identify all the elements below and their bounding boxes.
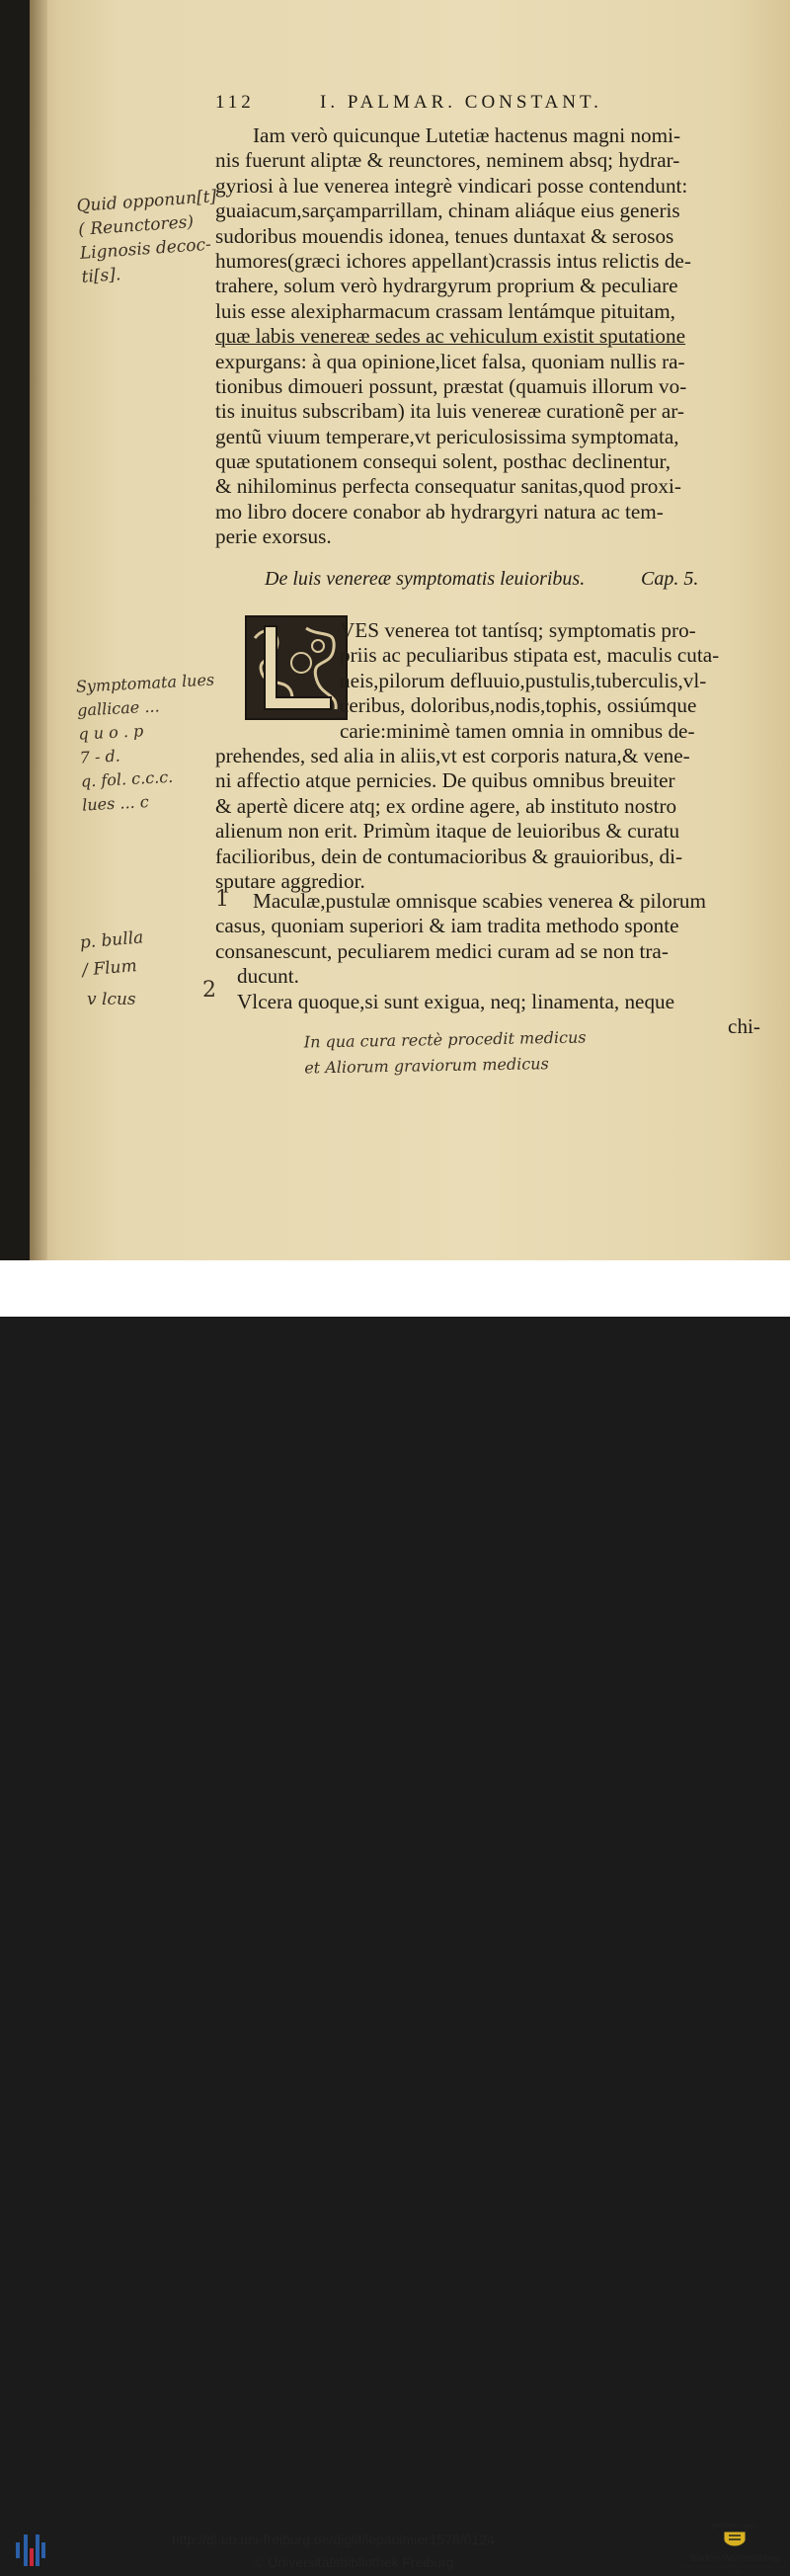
text-line: mo libro docere conabor ab hydrargyri natura ac tem- (215, 499, 664, 523)
text-line: ni affectio atque pernicies. De quibus omnibus breuiter (215, 768, 675, 793)
marginal-note-1 (76, 185, 222, 289)
sponsor-logo (681, 2523, 788, 2576)
text-line: humores(græci ichores appellant)crassis intus relictis de- (215, 248, 691, 273)
chapter-number: Cap. 5. (641, 568, 699, 590)
text-line: alienum non erit. Primùm itaque de leuioribus & curatu (215, 819, 680, 844)
footer-bar (0, 1260, 790, 2574)
margin-mark-1: 1 (215, 887, 229, 912)
text-block-2 (215, 618, 760, 894)
text-line: priis ac peculiaribus stipata est, maculis cuta- (340, 643, 720, 668)
text-line: sudoribus mouendis idonea, tenues duntaxat & serosos (215, 223, 674, 248)
marginal-note-3 (79, 924, 147, 984)
sponsor-small-text: gefördert durch (711, 2523, 758, 2530)
marginal-line: Symptomata lues (75, 670, 215, 696)
text-line: gentũ viuum temperare,vt periculosissima symptomata, (215, 424, 679, 448)
marginal-line: / Flum (81, 955, 138, 981)
text-line: tis inuitus subscribam) ita luis venereæ curationẽ per ar- (215, 399, 684, 424)
text-line: neis,pilorum defluuio,pustulis,tuberculis,vl- (340, 668, 707, 692)
text-block-3 (215, 889, 760, 1039)
text-line: consanescunt, peculiarem medici curam ad se non tra- (215, 938, 669, 963)
marginal-line: Lignosis decoc- (79, 234, 212, 264)
permalink-url[interactable]: http://dl.ub.uni-freiburg.de/diglit/lepaulmier1578/0124 (172, 2532, 495, 2547)
text-line: VES venerea tot tantísq; symptomatis pro- (340, 618, 696, 642)
marginal-line: q. fol. c.c.c. (80, 766, 174, 791)
text-line: & apertè dicere atq; ex ordine agere, ab instituto nostro (215, 793, 677, 818)
bottom-handwritten-note (304, 1025, 588, 1082)
text-line: Iam verò quicunque Lutetiæ hactenus magni nomi- (253, 123, 681, 147)
text-line: Vlcera quoque,si sunt exigua, neq; linamenta, neque (237, 989, 675, 1013)
page-gutter (30, 0, 47, 1260)
marginal-line: gallicae ... (76, 696, 161, 720)
text-line: sputare aggredior. (215, 868, 365, 893)
text-line: expurgans: à qua opinione,licet falsa, quoniam nullis ra- (215, 349, 685, 373)
text-line: guaiacum,sarçamparrillam, chinam aliáque eius generis (215, 199, 680, 223)
library-logo-icon (14, 2529, 47, 2572)
text-line-underlined: quæ labis venereæ sedes ac vehiculum existit sputatione (215, 324, 686, 349)
marginal-line: 7 - d. (79, 746, 121, 767)
chapter-title: De luis venereæ symptomatis leuioribus. (265, 568, 586, 590)
text-line: perie exorsus. (215, 524, 332, 549)
sponsor-ministry: MINISTERIUM FÜR WISSENSCHAFT, FORSCHUNG UND KUNST (682, 2564, 787, 2574)
text-line: Maculæ,pustulæ omnisque scabies venerea & pilorum (253, 889, 706, 913)
coat-of-arms-icon (720, 2530, 750, 2547)
page-number: 112 (215, 92, 255, 113)
text-line: prehendes, sed alia in aliis,vt est corporis natura,& vene- (215, 743, 690, 767)
margin-mark-2: 2 (202, 978, 216, 1003)
catchword: chi- (728, 1013, 760, 1038)
text-line: carie:minimè tamen omnia in omnibus de- (340, 718, 695, 743)
text-line: gyriosi à lue venerea integrè vindicari posse contendunt: (215, 173, 688, 198)
marginal-note-4: v lcus (87, 990, 136, 1009)
text-line: luis esse alexipharmacum crassam lentámque pituitam, (215, 298, 675, 323)
text-line: facilioribus, dein de contumacioribus & grauioribus, di- (215, 844, 683, 868)
marginal-line: Quid opponun[t] (75, 187, 217, 217)
text-line: & nihilominus perfecta consequatur sanitas,quod proxi- (215, 474, 681, 499)
marginal-line: lues ... c (81, 792, 150, 815)
marginal-line: p. bulla (79, 927, 145, 953)
marginal-line: et Aliorum graviorum medicus (304, 1054, 549, 1078)
text-block-1 (215, 123, 760, 550)
copyright-notice: © Universitätsbibliothek Freiburg (254, 2554, 454, 2570)
marginal-line: In qua cura rectè procedit medicus (303, 1027, 587, 1052)
text-line: casus, quoniam superiori & iam tradita methodo sponte (215, 914, 679, 938)
text-line: trahere, solum verò hydrargyrum proprium & peculiare (215, 274, 678, 298)
marginal-line: ( Reunctores) (77, 211, 195, 240)
chapter-heading (265, 568, 699, 591)
marginal-note-2 (75, 668, 221, 817)
text-line: quæ sputationem consequi solent, posthac declinentur, (215, 449, 672, 474)
scanned-page-area (0, 0, 790, 1260)
text-line: ceribus, doloribus,nodis,tophis, ossiúmque (340, 693, 697, 718)
text-line: tionibus dimoueri possunt, præstat (quamuis illorum vo- (215, 373, 687, 398)
running-title: I. PALMAR. CONSTANT. (320, 92, 602, 113)
marginal-line: q u o . p (77, 721, 144, 744)
marginal-line: ti[s]. (80, 265, 121, 287)
text-line: ducunt. (237, 964, 299, 989)
sponsor-name: Baden-Württemberg (689, 2553, 780, 2564)
text-line: nis fuerunt aliptæ & reunctores, neminem absq; hydrar- (215, 148, 680, 173)
